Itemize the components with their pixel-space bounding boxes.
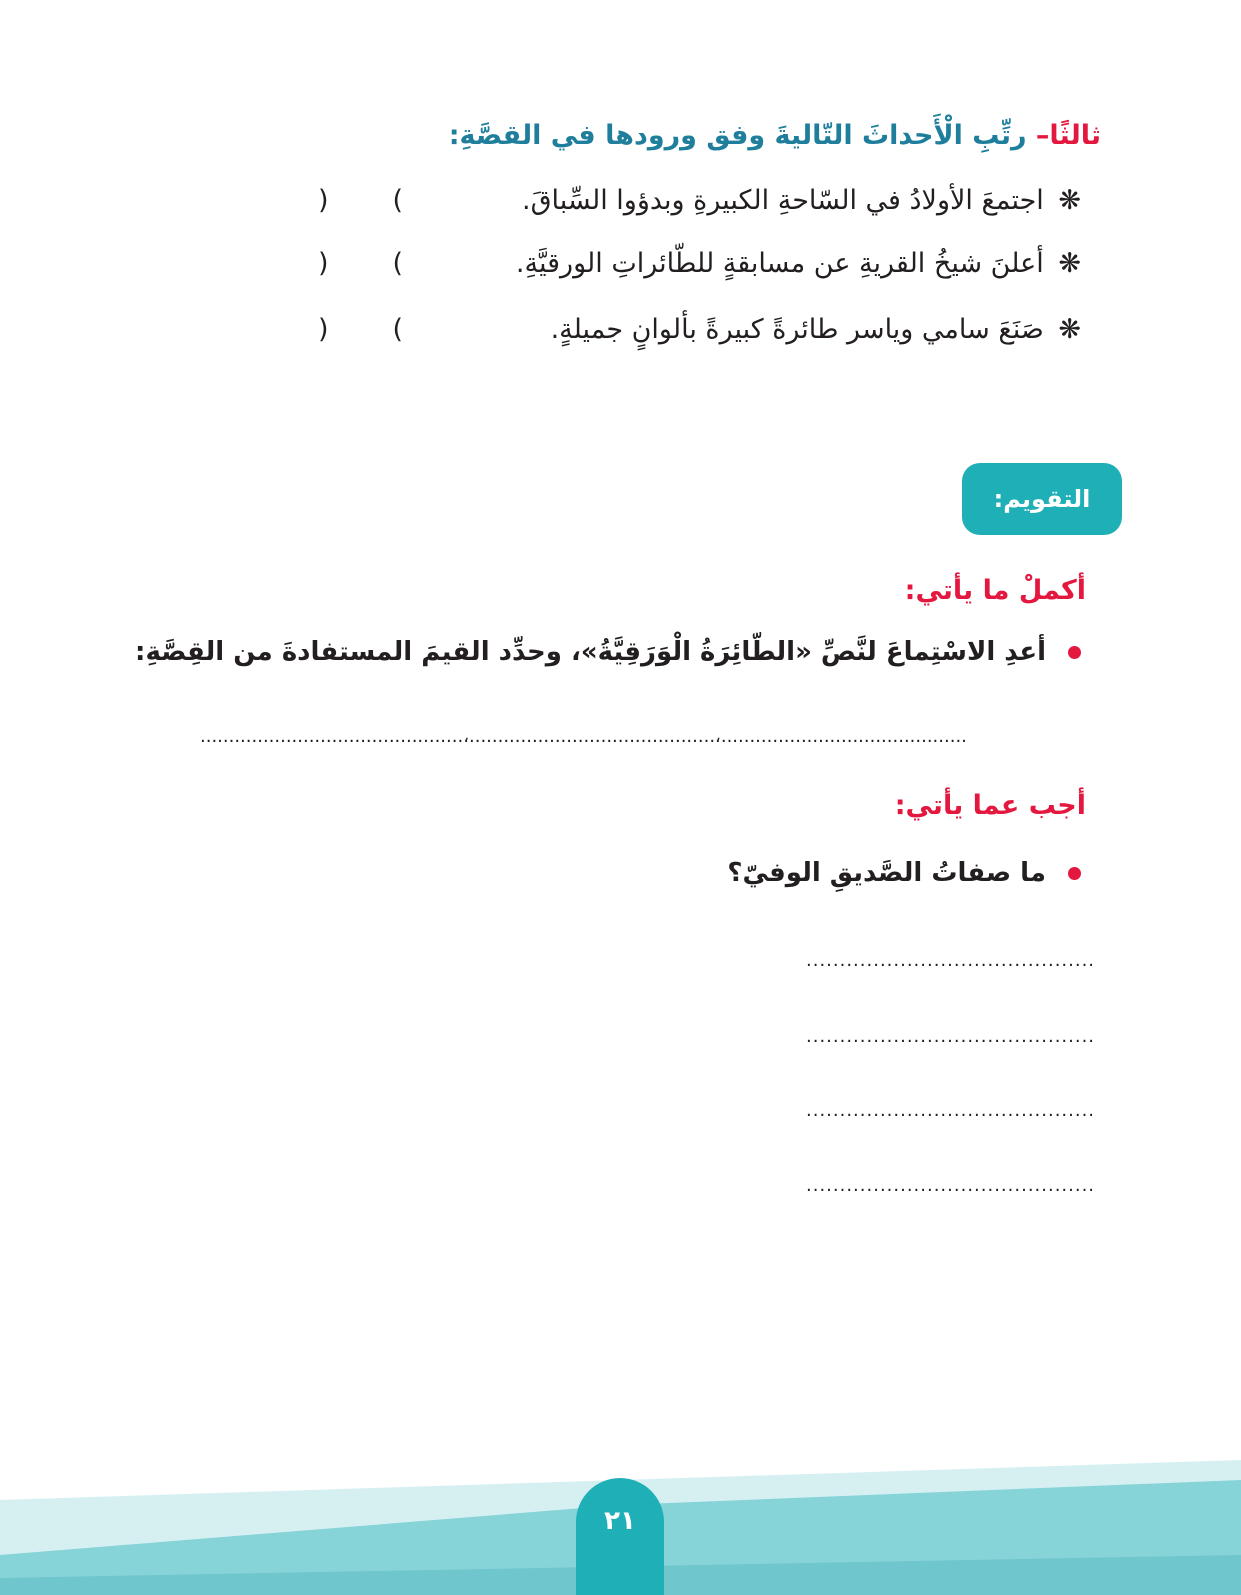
event-item-1 bbox=[522, 185, 1081, 216]
open-paren: ( bbox=[392, 248, 403, 279]
bullet-dot-icon bbox=[1068, 867, 1081, 880]
star-icon: ❋ bbox=[1058, 314, 1081, 345]
open-paren: ( bbox=[392, 314, 403, 345]
answer-line[interactable]: ........................................... bbox=[806, 1026, 1096, 1047]
answer-line[interactable]: ........................................... bbox=[806, 950, 1096, 971]
section-number: ثالثًا– bbox=[1035, 120, 1101, 151]
question-text: ما صفاتُ الصَّديقِ الوفيّ؟ bbox=[727, 858, 1046, 888]
section-heading bbox=[449, 120, 1101, 151]
complete-heading: أكملْ ما يأتي: bbox=[904, 575, 1086, 606]
order-box-1[interactable] bbox=[318, 185, 403, 216]
order-box-2[interactable] bbox=[318, 248, 403, 279]
complete-instruction bbox=[135, 637, 1081, 667]
answer-line[interactable]: ........................................... bbox=[806, 1175, 1096, 1196]
event-item-3 bbox=[551, 314, 1081, 345]
close-paren: ) bbox=[318, 185, 329, 216]
section-title: رتِّبِ الْأَحداثَ التّاليةَ وفق ورودها في القصَّةِ: bbox=[448, 120, 1027, 151]
event-item-2 bbox=[516, 248, 1081, 279]
answer-heading: أجب عما يأتي: bbox=[894, 790, 1086, 821]
answer-line[interactable]: ........................................... bbox=[806, 1100, 1096, 1121]
star-icon: ❋ bbox=[1058, 248, 1081, 279]
evaluation-badge-label: التقويم: bbox=[993, 485, 1091, 513]
event-text: صَنَعَ سامي وياسر طائرةً كبيرةً بألوانٍ جميلةٍ. bbox=[550, 314, 1044, 345]
question bbox=[727, 858, 1081, 888]
page-number-tab bbox=[576, 1478, 664, 1595]
page-number: ٢١ bbox=[604, 1506, 636, 1536]
evaluation-badge bbox=[962, 463, 1122, 535]
close-paren: ) bbox=[318, 248, 329, 279]
order-box-3[interactable] bbox=[318, 314, 403, 345]
event-text: اجتمعَ الأولادُ في السّاحةِ الكبيرةِ وبدؤوا السِّباقَ. bbox=[521, 185, 1044, 216]
bullet-dot-icon bbox=[1068, 646, 1081, 659]
open-paren: ( bbox=[392, 185, 403, 216]
event-text: أعلنَ شيخُ القريةِ عن مسابقةٍ للطّائراتِ الورقيَّةِ. bbox=[515, 248, 1044, 279]
star-icon: ❋ bbox=[1058, 185, 1081, 216]
instruction-text: أعدِ الاسْتِماعَ لنَّصِّ «الطّائِرَةُ الْوَرَقِيَّةُ»، وحدِّد القيمَ المستفادةَ من القِصَّةِ: bbox=[135, 637, 1046, 667]
close-paren: ) bbox=[318, 314, 329, 345]
answer-line[interactable]: ..............................................،...........................................،........................................... bbox=[200, 726, 967, 747]
